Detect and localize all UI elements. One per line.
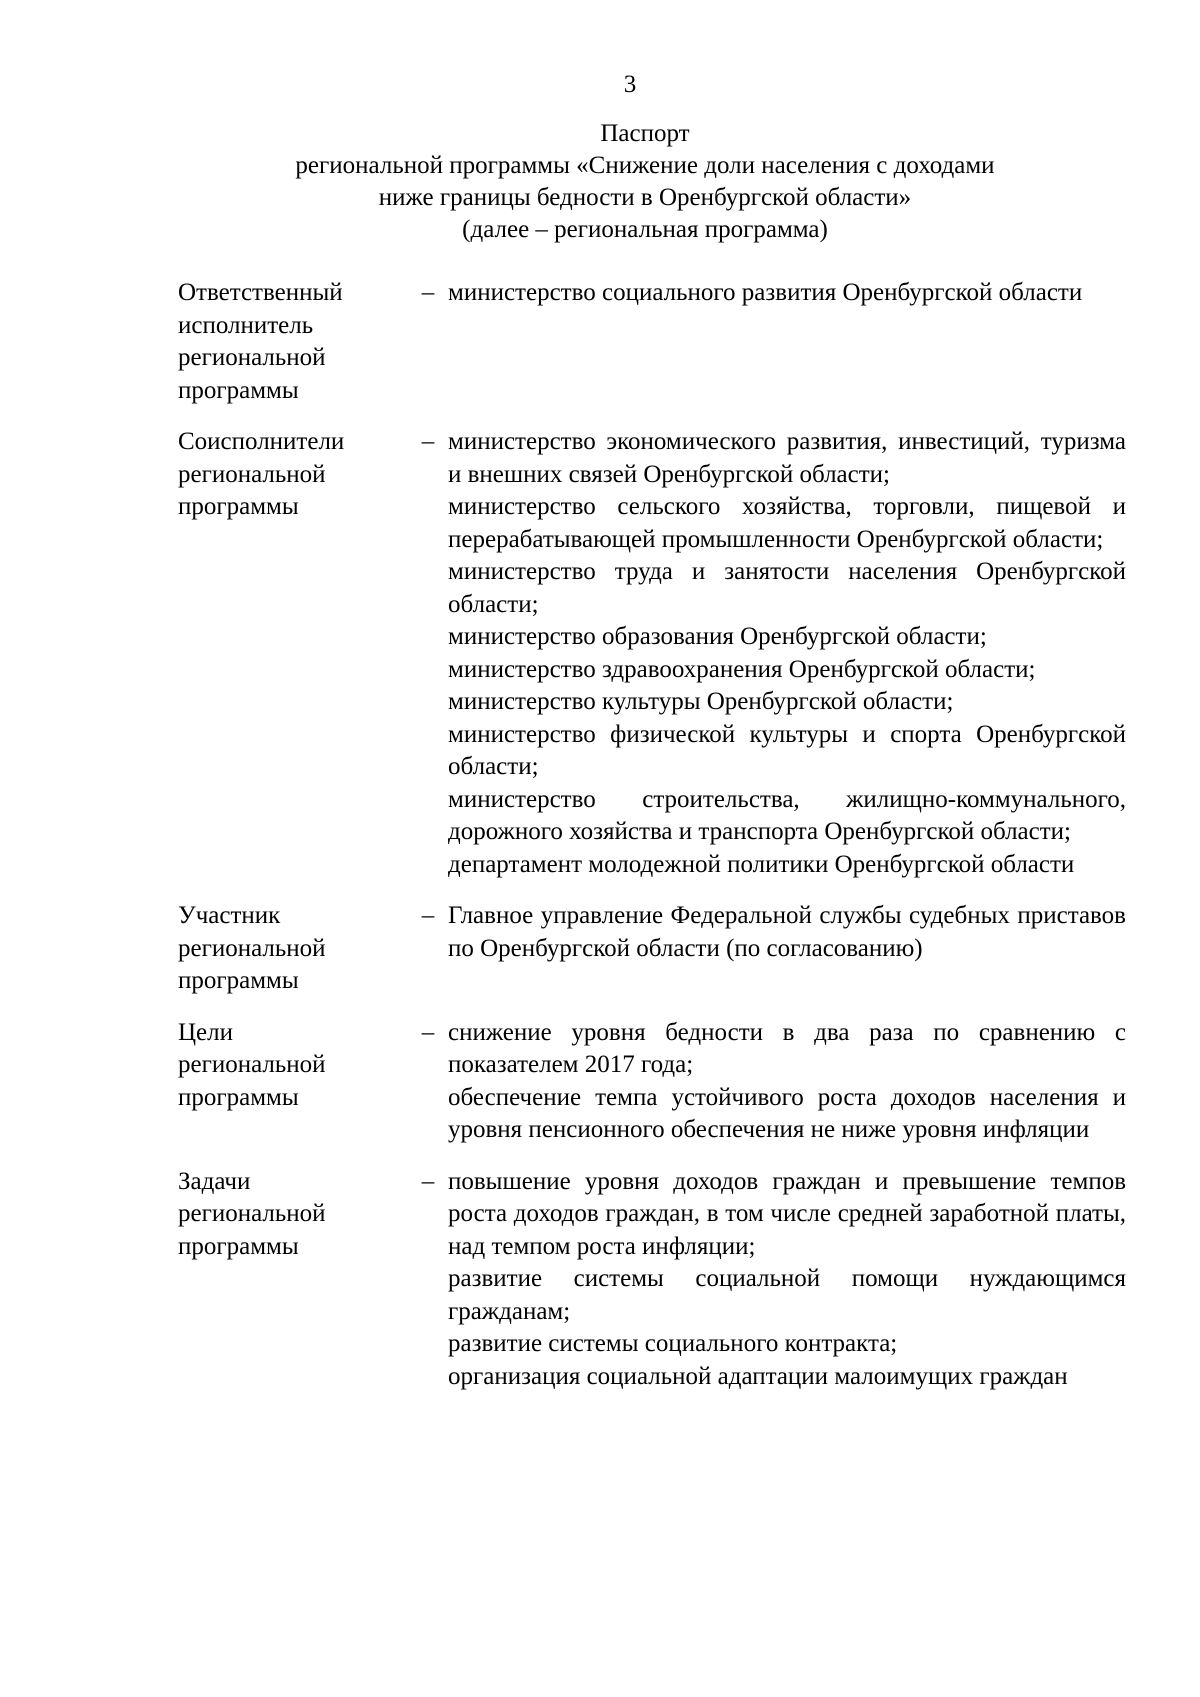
row-label-line: Участник <box>178 902 281 929</box>
row-value-item: министерство культуры Оренбургской области; <box>448 688 954 715</box>
row-label-line: программы <box>178 1232 299 1260</box>
row-label-line: Соисполнители <box>178 428 345 455</box>
row-value-item: министерство физической культуры и спорта Оренбургской области; <box>448 720 1126 780</box>
row-label-line: программы <box>178 1083 299 1111</box>
row-label-line: исполнитель <box>178 311 314 339</box>
row-dash: – <box>421 428 435 455</box>
row-value <box>448 1166 1126 1394</box>
row-label-line: программы <box>178 376 299 404</box>
row-label-line: региональной <box>178 344 326 371</box>
row-value-item: снижение уровня бедности в два раза по сравнению с показателем 2017 года; <box>448 1018 1126 1078</box>
passport-row <box>178 1166 1126 1394</box>
row-value <box>448 900 1126 965</box>
row-dash: – <box>421 902 435 929</box>
passport-table <box>178 277 1126 1412</box>
row-dash: – <box>421 1018 435 1046</box>
row-value-item: министерство труда и занятости населения Оренбургской области; <box>448 558 1126 618</box>
row-label-line: региональной <box>178 1200 326 1227</box>
document-heading <box>0 118 1200 246</box>
row-value-item: министерство социального развития Оренбургской области <box>448 279 1083 306</box>
row-value-item: развитие системы социальной помощи нуждающимся гражданам; <box>448 1265 1126 1325</box>
row-label <box>178 1017 408 1115</box>
row-value-item: организация социальной адаптации малоимущих граждан <box>448 1362 1068 1390</box>
page-number: 3 <box>623 71 637 98</box>
row-label-line: региональной <box>178 934 326 962</box>
row-value-item: повышение уровня доходов граждан и превышение темпов роста доходов граждан, в том числе средней заработной платы, над темпом роста инфляции; <box>448 1167 1126 1260</box>
passport-row <box>178 900 1126 998</box>
row-label <box>178 900 408 998</box>
row-value <box>448 426 1126 881</box>
row-value <box>448 277 1126 310</box>
passport-row <box>178 1017 1126 1147</box>
row-dash: – <box>421 1167 435 1195</box>
row-value-item: министерство сельского хозяйства, торговли, пищевой и перерабатывающей промышленности Оренбургской области; <box>448 493 1126 553</box>
passport-row <box>178 277 1126 407</box>
row-label <box>178 277 408 407</box>
heading-line: ниже границы бедности в Оренбургской области» <box>378 184 912 211</box>
row-label-line: программы <box>178 493 299 520</box>
row-value-item: департамент молодежной политики Оренбургской области <box>448 850 1075 878</box>
passport-row <box>178 426 1126 881</box>
row-label <box>178 426 408 524</box>
row-label-line: Цели <box>178 1018 234 1046</box>
row-value-item: министерство здравоохранения Оренбургской области; <box>448 655 1036 683</box>
row-label-line: региональной <box>178 1051 326 1078</box>
row-value <box>448 1017 1126 1147</box>
row-label-line: Ответственный <box>178 279 343 306</box>
row-value-item: министерство образования Оренбургской области; <box>448 623 987 650</box>
row-label-line: программы <box>178 967 299 994</box>
heading-title: Паспорт <box>600 120 690 147</box>
row-value-item: развитие системы социального контракта; <box>448 1330 898 1357</box>
row-value-item: обеспечение темпа устойчивого роста доходов населения и уровня пенсионного обеспечения не ниже уровня инфляции <box>448 1083 1126 1143</box>
heading-line: региональной программы «Снижение доли населения с доходами <box>295 152 995 179</box>
row-value-item: министерство экономического развития, инвестиций, туризма и внешних связей Оренбургской области; <box>448 428 1126 488</box>
heading-line: (далее – региональная программа) <box>462 216 828 243</box>
row-value-item: министерство строительства, жилищно-коммунального, дорожного хозяйства и транспорта Оренбургской области; <box>448 785 1126 845</box>
row-label <box>178 1166 408 1264</box>
row-label-line: региональной <box>178 460 326 488</box>
row-dash: – <box>421 279 435 306</box>
row-value-item: Главное управление Федеральной службы судебных приставов по Оренбургской области (по согласованию) <box>448 902 1126 962</box>
row-label-line: Задачи <box>178 1167 251 1195</box>
